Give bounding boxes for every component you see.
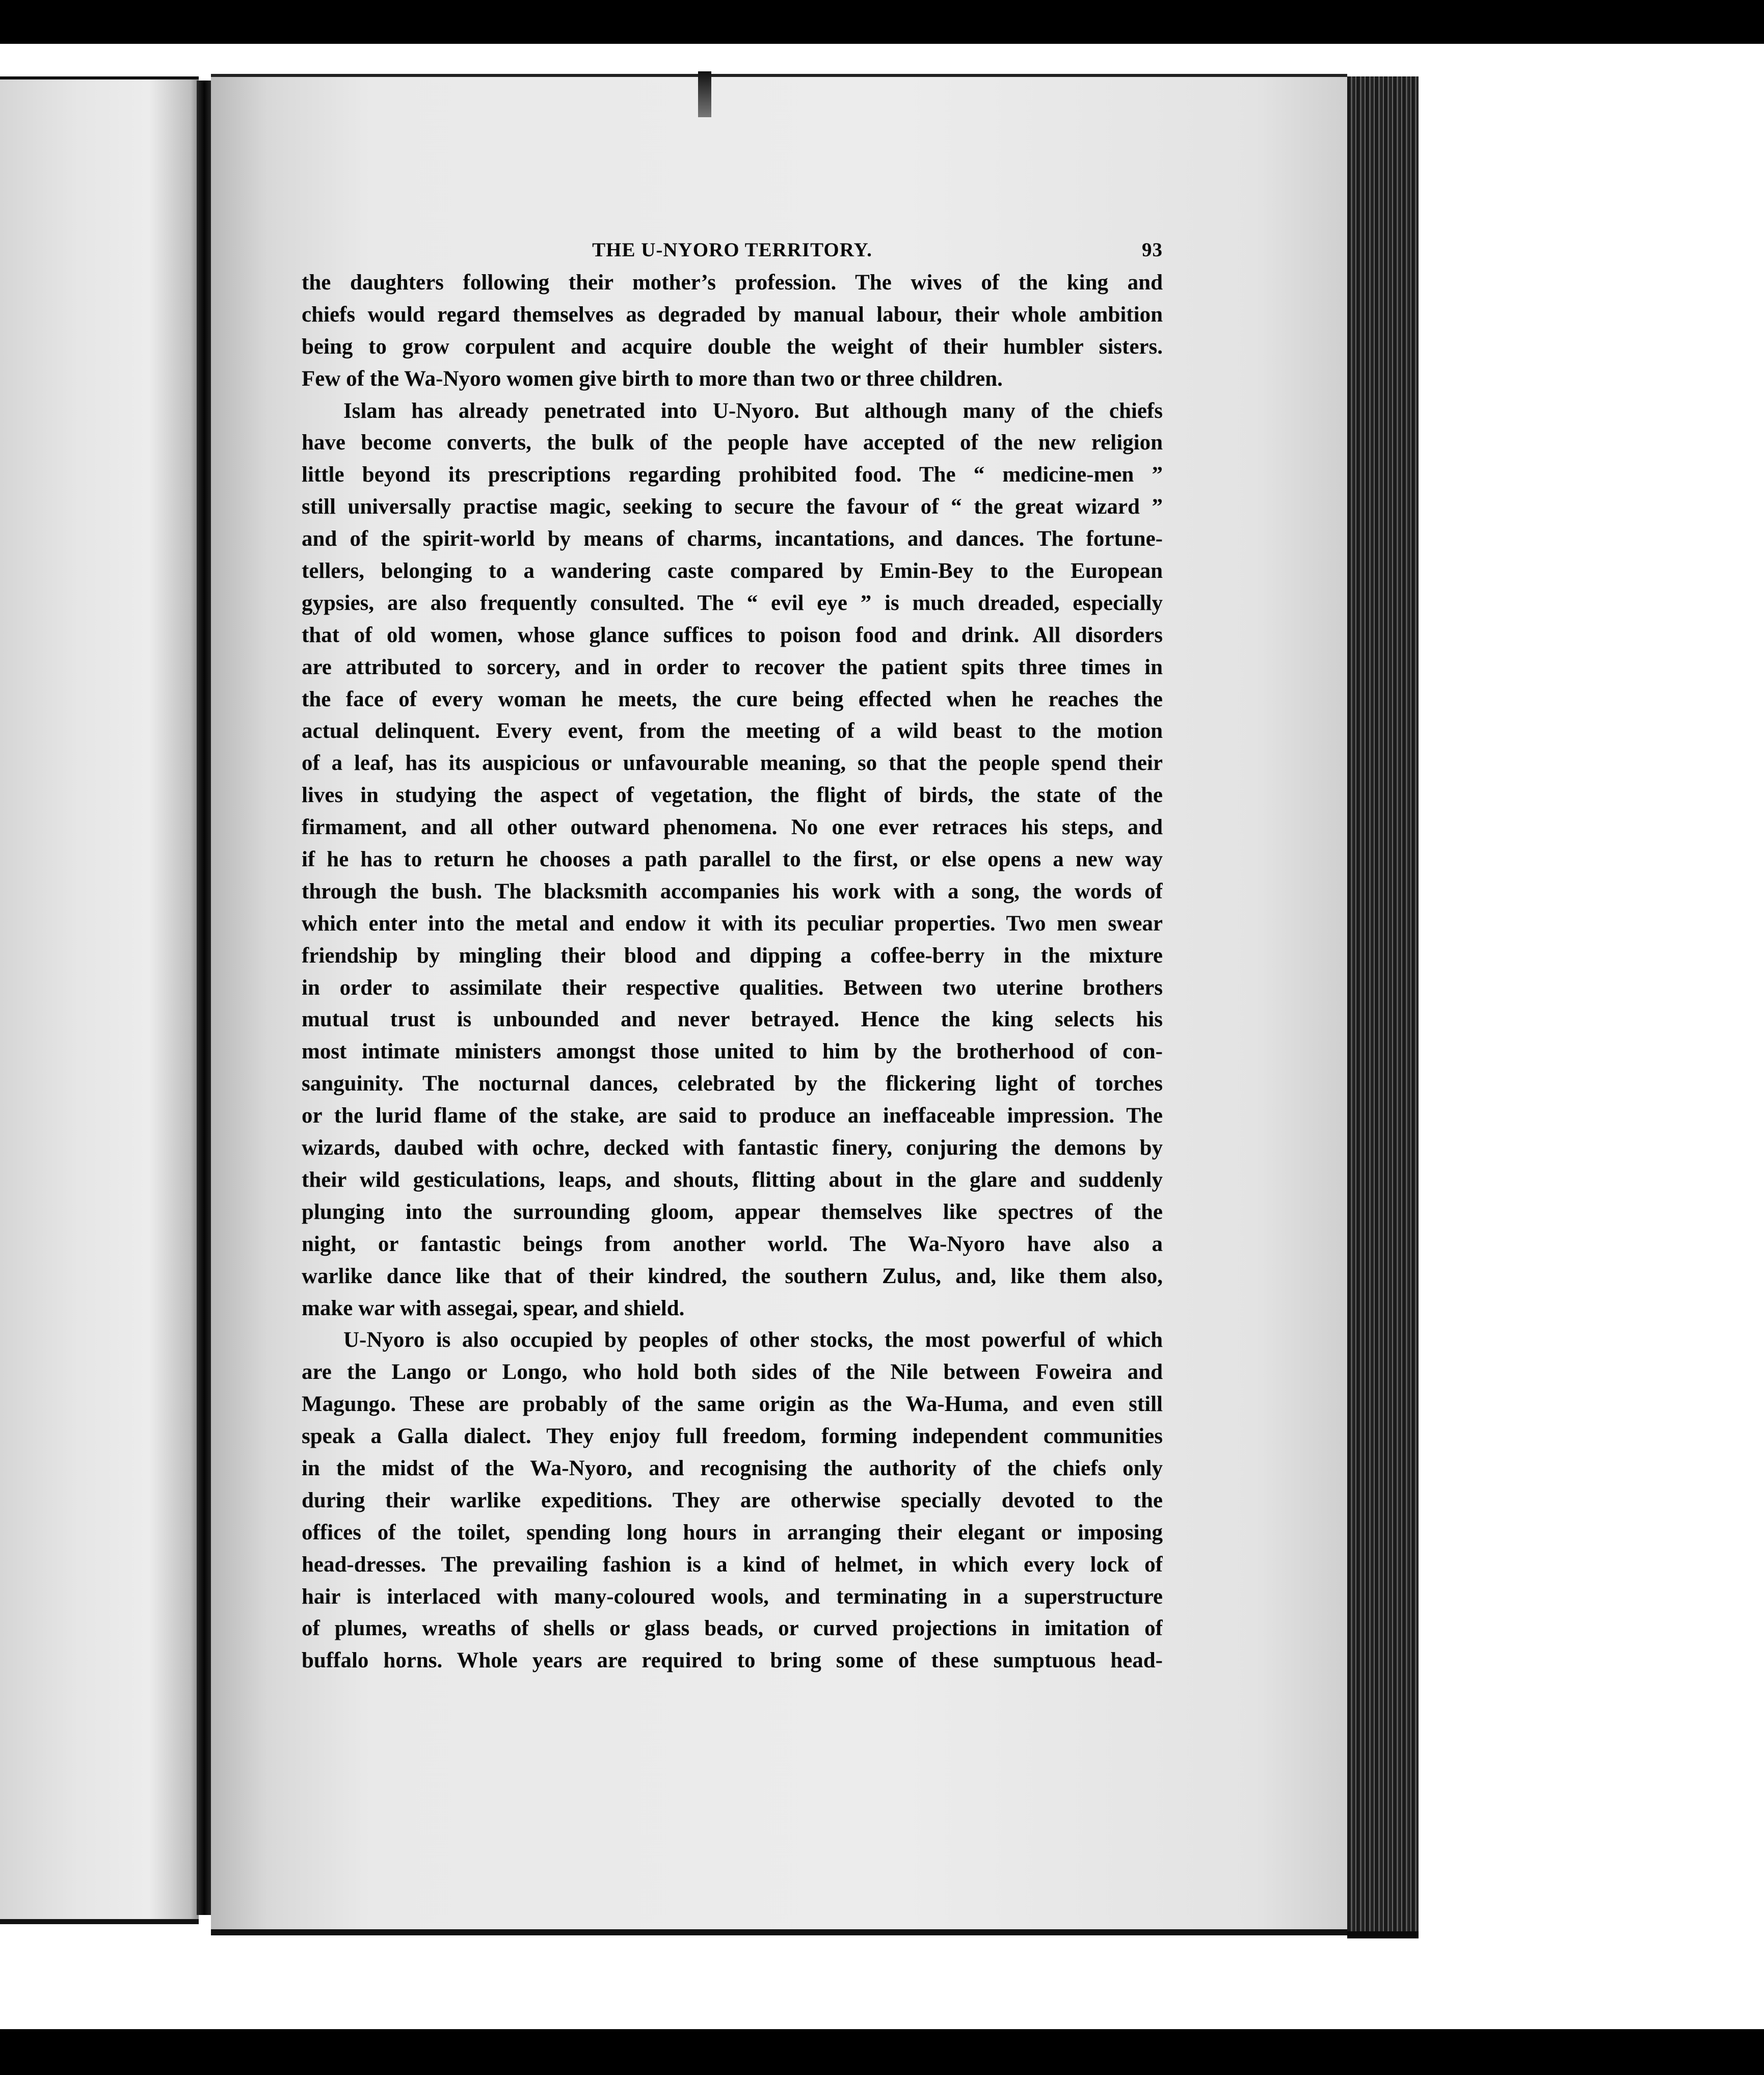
text-line: make war with assegai, spear, and shield. <box>302 1296 685 1320</box>
book-gutter <box>197 81 212 1915</box>
page-edges <box>1347 76 1419 1938</box>
text-line: friendship by mingling their blood and dipping a coffee-berry in the mixture <box>302 943 1163 968</box>
text-line: chiefs would regard themselves as degraded by manual labour, their whole ambition <box>302 302 1163 327</box>
text-line: wizards, daubed with ochre, decked with fantastic finery, conjuring the demons by <box>302 1136 1163 1160</box>
text-line: tellers, belonging to a wandering caste compared by Emin-Bey to the European <box>302 559 1163 583</box>
text-line: most intimate ministers amongst those united to him by the brotherhood of con- <box>302 1040 1163 1064</box>
text-line: through the bush. The blacksmith accompanies his work with a song, the words of <box>302 879 1163 903</box>
running-title: THE U-NYORO TERRITORY. <box>592 239 872 261</box>
text-line: plunging into the surrounding gloom, appear themselves like spectres of the <box>302 1200 1163 1224</box>
text-line: offices of the toilet, spending long hours in arranging their elegant or imposing <box>302 1520 1163 1545</box>
text-line: the daughters following their mother’s profession. The wives of the king and <box>302 271 1163 295</box>
text-line: of plumes, wreaths of shells or glass beads, or curved projections in imitation of <box>302 1616 1163 1641</box>
text-line: and of the spirit-world by means of charms, incantations, and dances. The fortune- <box>302 527 1163 551</box>
text-line: mutual trust is unbounded and never betrayed. Hence the king selects his <box>302 1007 1163 1032</box>
text-line: speak a Galla dialect. They enjoy full freedom, forming independent communities <box>302 1424 1163 1449</box>
text-line: gypsies, are also frequently consulted. The “ evil eye ” is much dreaded, especially <box>302 591 1163 615</box>
text-line: or the lurid flame of the stake, are said to produce an ineffaceable impression. The <box>302 1104 1163 1128</box>
text-line: if he has to return he chooses a path parallel to the first, or else opens a new way <box>302 847 1163 872</box>
page-number: 93 <box>1142 239 1163 261</box>
text-line: lives in studying the aspect of vegetation, the flight of birds, the state of the <box>302 783 1163 808</box>
text-line: hair is interlaced with many-coloured wools, and terminating in a superstructure <box>302 1584 1163 1609</box>
text-line: U-Nyoro is also occupied by peoples of other stocks, the most powerful of which <box>343 1328 1163 1352</box>
text-line: are attributed to sorcery, and in order to recover the patient spits three times in <box>302 655 1163 679</box>
text-line: warlike dance like that of their kindred, the southern Zulus, and, like them also, <box>302 1264 1163 1288</box>
text-line: have become converts, the bulk of the people have accepted of the new religion <box>302 431 1163 455</box>
bookmark-tab <box>698 71 711 117</box>
text-line: which enter into the metal and endow it with its peculiar properties. Two men swear <box>302 911 1163 936</box>
text-line: head-dresses. The prevailing fashion is a kind of helmet, in which every lock of <box>302 1552 1163 1577</box>
text-line: Islam has already penetrated into U-Nyoro. But although many of the chiefs <box>343 398 1163 423</box>
text-line: that of old women, whose glance suffices to poison food and drink. All disorders <box>302 623 1163 647</box>
paragraph <box>302 267 1163 395</box>
left-page-edge <box>0 76 199 1924</box>
scan-border-top <box>0 0 1764 44</box>
text-line: firmament, and all other outward phenomena. No one ever retraces his steps, and <box>302 815 1163 840</box>
text-line: the face of every woman he meets, the cure being effected when he reaches the <box>302 687 1163 711</box>
text-line: during their warlike expeditions. They are otherwise specially devoted to the <box>302 1488 1163 1512</box>
text-line: their wild gesticulations, leaps, and shouts, flitting about in the glare and suddenly <box>302 1167 1163 1192</box>
text-line: are the Lango or Longo, who hold both sides of the Nile between Foweira and <box>302 1360 1163 1385</box>
text-line: in the midst of the Wa-Nyoro, and recognising the authority of the chiefs only <box>302 1456 1163 1480</box>
text-line: actual delinquent. Every event, from the meeting of a wild beast to the motion <box>302 719 1163 743</box>
text-line: sanguinity. The nocturnal dances, celebrated by the flickering light of torches <box>302 1072 1163 1096</box>
text-line: in order to assimilate their respective qualities. Between two uterine brothers <box>302 975 1163 1000</box>
text-line: little beyond its prescriptions regarding prohibited food. The “ medicine-men ” <box>302 463 1163 487</box>
text-line: night, or fantastic beings from another world. The Wa-Nyoro have also a <box>302 1232 1163 1256</box>
text-line: of a leaf, has its auspicious or unfavourable meaning, so that the people spend their <box>302 751 1163 776</box>
text-line: Magungo. These are probably of the same origin as the Wa-Huma, and even still <box>302 1392 1163 1417</box>
text-line: still universally practise magic, seeking to secure the favour of “ the great wizard ” <box>302 495 1163 519</box>
text-line: buffalo horns. Whole years are required to bring some of these sumptuous head- <box>302 1648 1163 1673</box>
paragraph <box>302 1324 1163 1677</box>
running-head <box>302 238 1163 267</box>
paragraph <box>302 395 1163 1325</box>
text-line: being to grow corpulent and acquire double the weight of their humbler sisters. <box>302 334 1163 359</box>
text-line: Few of the Wa-Nyoro women give birth to more than two or three children. <box>302 366 1003 391</box>
scan-border-bottom <box>0 2029 1764 2075</box>
body-text <box>302 267 1163 1677</box>
page-text <box>302 238 1163 1677</box>
